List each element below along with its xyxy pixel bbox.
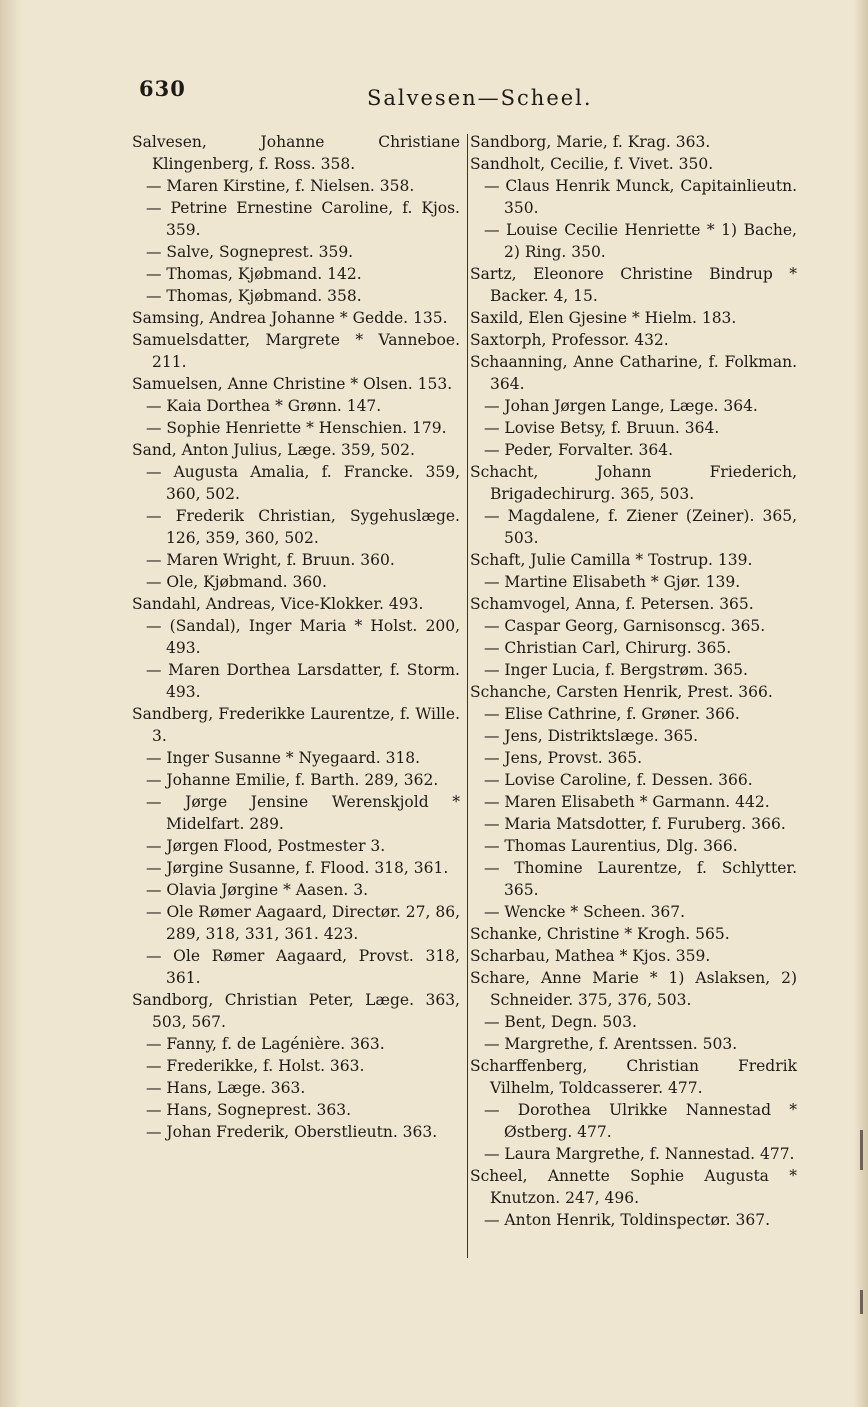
index-entry: Schaanning, Anne Catharine, f. Folkman. 364.: [470, 353, 797, 393]
index-entry: Sandholt, Cecilie, f. Vivet. 350.: [470, 155, 714, 173]
page-edge-mark: [860, 1130, 863, 1170]
index-entry: — Jens, Provst. 365.: [484, 749, 643, 767]
index-entry: — (Sandal), Inger Maria * Holst. 200, 493.: [146, 617, 460, 657]
index-entry: — Thomas Laurentius, Dlg. 366.: [484, 837, 738, 855]
index-entry: — Fanny, f. de Lagénière. 363.: [146, 1035, 385, 1053]
index-entry: — Dorothea Ulrikke Nannestad * Østberg. 477.: [484, 1101, 797, 1141]
page-shadow-left: [0, 0, 22, 1407]
index-entry: — Maria Matsdotter, f. Furuberg. 366.: [484, 815, 786, 833]
index-entry: — Hans, Læge. 363.: [146, 1079, 306, 1097]
index-entry: — Thomas, Kjøbmand. 142.: [146, 265, 362, 283]
index-entry: — Wencke * Scheen. 367.: [484, 903, 686, 921]
index-entry: Scharbau, Mathea * Kjos. 359.: [470, 947, 711, 965]
index-entry: — Salve, Sogneprest. 359.: [146, 243, 354, 261]
index-entry: — Magdalene, f. Ziener (Zeiner). 365, 503.: [484, 507, 797, 547]
index-column-right: [470, 131, 797, 1231]
page-number: 630: [139, 76, 186, 101]
index-entry: — Thomine Laurentze, f. Schlytter. 365.: [484, 859, 797, 899]
index-entry: — Peder, Forvalter. 364.: [484, 441, 674, 459]
index-entry: — Ole, Kjøbmand. 360.: [146, 573, 327, 591]
page-shadow-right: [854, 0, 868, 1407]
index-entry: Samuelsdatter, Margrete * Vanneboe. 211.: [132, 331, 460, 371]
index-entry: — Maren Wright, f. Bruun. 360.: [146, 551, 395, 569]
index-entry: — Martine Elisabeth * Gjør. 139.: [484, 573, 741, 591]
index-entry: — Lovise Betsy, f. Bruun. 364.: [484, 419, 720, 437]
index-entry: — Kaia Dorthea * Grønn. 147.: [146, 397, 382, 415]
index-entry: — Thomas, Kjøbmand. 358.: [146, 287, 362, 305]
index-entry: — Olavia Jørgine * Aasen. 3.: [146, 881, 368, 899]
running-title: Salvesen—Scheel.: [367, 86, 593, 110]
index-entry: — Augusta Amalia, f. Francke. 359, 360, 502.: [146, 463, 460, 503]
index-entry: — Sophie Henriette * Henschien. 179.: [146, 419, 447, 437]
index-entry: — Jørgen Flood, Postmester 3.: [146, 837, 386, 855]
index-entry: Scharffenberg, Christian Fredrik Vilhelm, Toldcasserer. 477.: [470, 1057, 797, 1097]
index-entry: Salvesen, Johanne Christiane Klingenberg, f. Ross. 358.: [132, 133, 460, 173]
index-entry: — Jørgine Susanne, f. Flood. 318, 361.: [146, 859, 449, 877]
index-entry: — Laura Margrethe, f. Nannestad. 477.: [484, 1145, 795, 1163]
index-entry: — Jørge Jensine Werenskjold * Midelfart. 289.: [146, 793, 460, 833]
index-entry: Sartz, Eleonore Christine Bindrup * Backer. 4, 15.: [470, 265, 797, 305]
index-entry: — Johan Jørgen Lange, Læge. 364.: [484, 397, 758, 415]
index-entry: — Frederik Christian, Sygehuslæge. 126, 359, 360, 502.: [146, 507, 460, 547]
index-entry: — Lovise Caroline, f. Dessen. 366.: [484, 771, 753, 789]
index-entry: — Christian Carl, Chirurg. 365.: [484, 639, 732, 657]
index-entry: — Maren Dorthea Larsdatter, f. Storm. 493.: [146, 661, 460, 701]
index-entry: Saxtorph, Professor. 432.: [470, 331, 669, 349]
index-entry: Schaft, Julie Camilla * Tostrup. 139.: [470, 551, 753, 569]
index-entry: — Maren Elisabeth * Garmann. 442.: [484, 793, 770, 811]
index-column-left: [132, 131, 460, 1143]
index-entry: — Claus Henrik Munck, Capitainlieutn. 350.: [484, 177, 797, 217]
index-entry: — Johan Frederik, Oberstlieutn. 363.: [146, 1123, 438, 1141]
page-edge-mark: [860, 1290, 863, 1314]
index-entry: — Jens, Distriktslæge. 365.: [484, 727, 699, 745]
index-entry: — Ole Rømer Aagaard, Directør. 27, 86, 289, 318, 331, 361. 423.: [146, 903, 460, 943]
index-entry: Samsing, Andrea Johanne * Gedde. 135.: [132, 309, 448, 327]
index-entry: — Hans, Sogneprest. 363.: [146, 1101, 352, 1119]
index-entry: — Margrethe, f. Arentssen. 503.: [484, 1035, 738, 1053]
index-entry: Sand, Anton Julius, Læge. 359, 502.: [132, 441, 415, 459]
index-entry: — Bent, Degn. 503.: [484, 1013, 637, 1031]
index-entry: Schanke, Christine * Krogh. 565.: [470, 925, 730, 943]
index-entry: — Petrine Ernestine Caroline, f. Kjos. 359.: [146, 199, 460, 239]
index-entry: Sandborg, Christian Peter, Læge. 363, 503, 567.: [132, 991, 460, 1031]
index-entry: — Ole Rømer Aagaard, Provst. 318, 361.: [146, 947, 460, 987]
index-entry: — Elise Cathrine, f. Grøner. 366.: [484, 705, 740, 723]
index-entry: — Frederikke, f. Holst. 363.: [146, 1057, 365, 1075]
index-entry: Sandborg, Marie, f. Krag. 363.: [470, 133, 711, 151]
index-entry: Sandahl, Andreas, Vice-Klokker. 493.: [132, 595, 424, 613]
index-entry: — Inger Lucia, f. Bergstrøm. 365.: [484, 661, 748, 679]
index-entry: Schamvogel, Anna, f. Petersen. 365.: [470, 595, 754, 613]
index-entry: Sandberg, Frederikke Laurentze, f. Wille. 3.: [132, 705, 460, 745]
index-entry: — Anton Henrik, Toldinspectør. 367.: [484, 1211, 771, 1229]
index-entry: Schanche, Carsten Henrik, Prest. 366.: [470, 683, 773, 701]
index-entry: Schare, Anne Marie * 1) Aslaksen, 2) Schneider. 375, 376, 503.: [470, 969, 797, 1009]
index-entry: — Inger Susanne * Nyegaard. 318.: [146, 749, 421, 767]
index-entry: — Caspar Georg, Garnisonscg. 365.: [484, 617, 766, 635]
index-entry: Saxild, Elen Gjesine * Hielm. 183.: [470, 309, 737, 327]
column-divider: [467, 134, 468, 1258]
index-entry: — Johanne Emilie, f. Barth. 289, 362.: [146, 771, 439, 789]
index-entry: Scheel, Annette Sophie Augusta * Knutzon. 247, 496.: [470, 1167, 797, 1207]
index-entry: Samuelsen, Anne Christine * Olsen. 153.: [132, 375, 453, 393]
index-entry: Schacht, Johann Friederich, Brigadechirurg. 365, 503.: [470, 463, 797, 503]
index-entry: — Louise Cecilie Henriette * 1) Bache, 2) Ring. 350.: [484, 221, 797, 261]
index-entry: — Maren Kirstine, f. Nielsen. 358.: [146, 177, 415, 195]
